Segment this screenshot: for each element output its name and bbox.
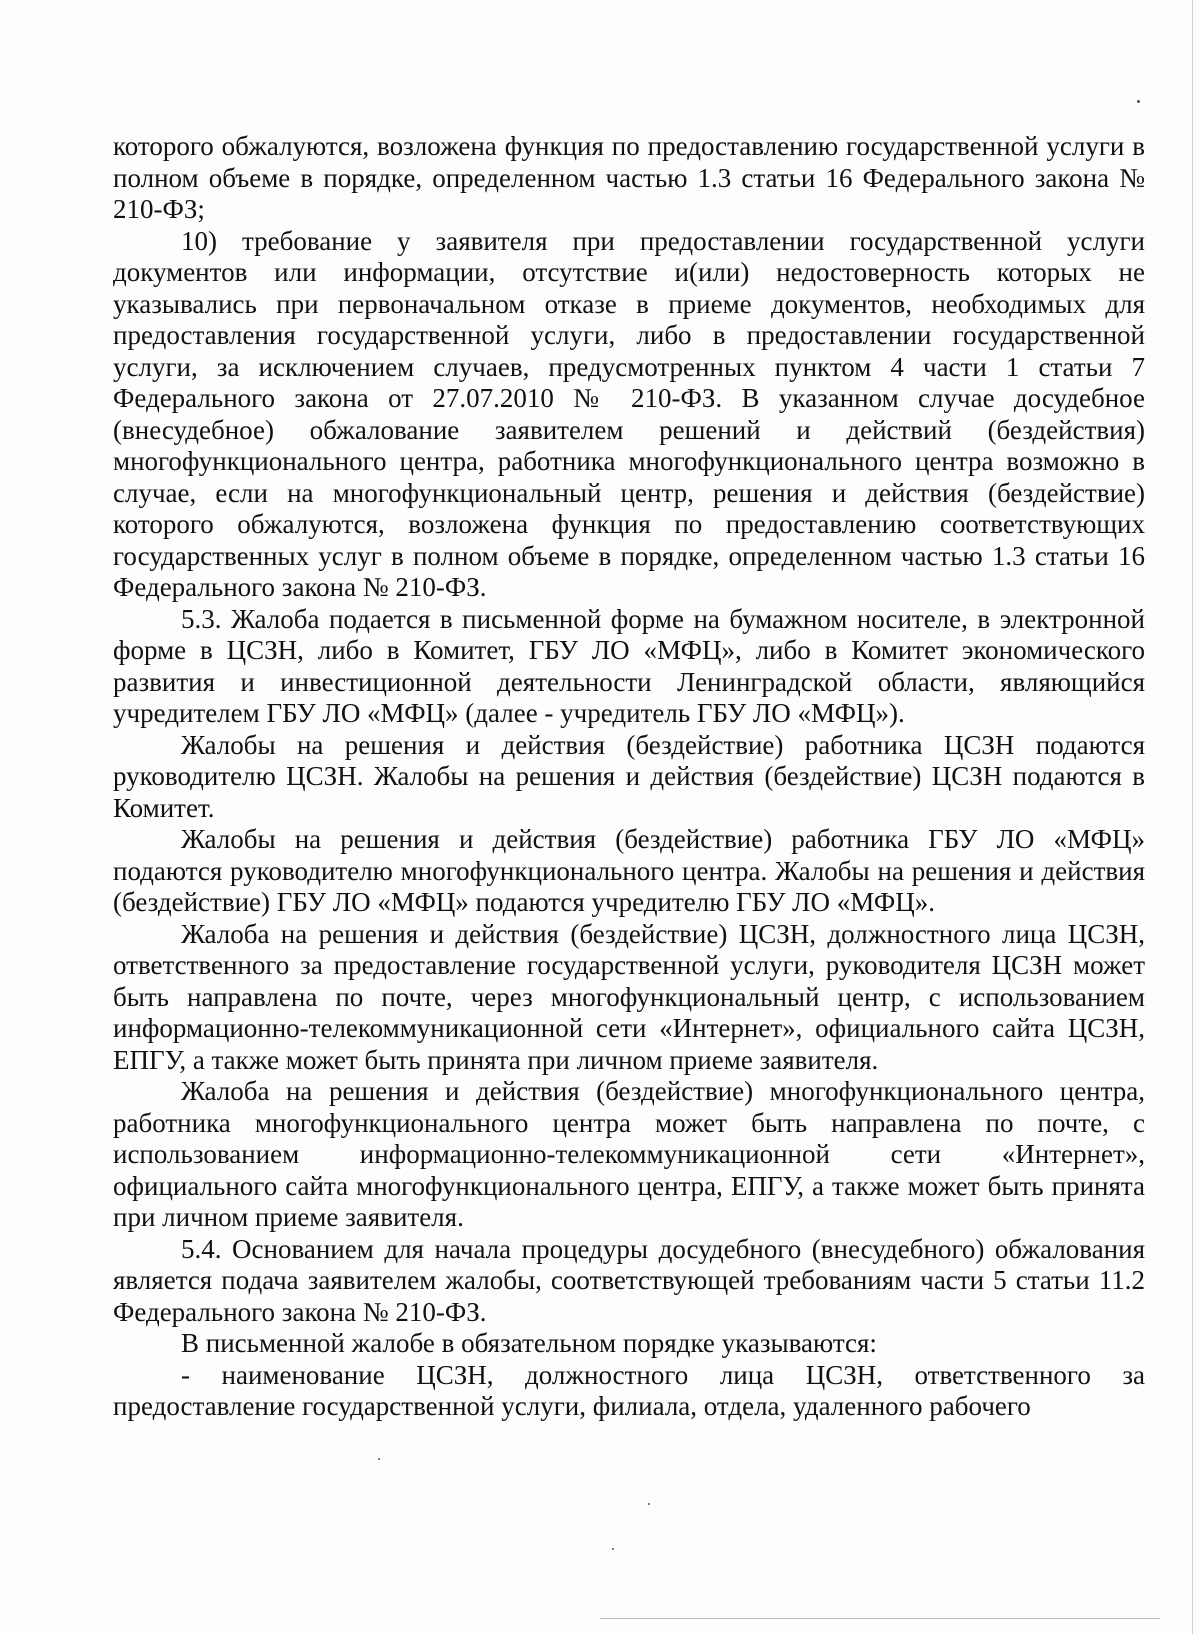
scan-speck xyxy=(1137,100,1140,103)
scan-speck xyxy=(378,1458,380,1460)
paragraph-complaint-channels-cszn: Жалоба на решения и действия (бездействие) ЦСЗН, должностного лица ЦСЗН, ответственного за предоставление государственной услуги, руководителя ЦСЗН может быть направлена по почте, через многофункциональный центр, с использованием информационно-телекоммуникационной сети «Интернет», официального сайта ЦСЗН, ЕПГУ, а также может быть принята при личном приеме заявителя. xyxy=(113,918,1145,1075)
paragraph-list-item: - наименование ЦСЗН, должностного лица ЦСЗН, ответственного за предоставление государственной услуги, филиала, отдела, удаленного рабочего xyxy=(113,1359,1145,1421)
paragraph-continuation: которого обжалуются, возложена функция по предоставлению государственной услуги в полном объеме в порядке, определенном частью 1.3 статьи 16 Федерального закона № 210-ФЗ; xyxy=(113,131,1145,224)
paragraph-section-5-3: 5.3. Жалоба подается в письменной форме на бумажном носителе, в электронной форме в ЦСЗН, либо в Комитет, ГБУ ЛО «МФЦ», либо в Комитет экономического развития и инвестиционной деятельности Ленинградской области, являющийся учредителем ГБУ ЛО «МФЦ» (далее - учредитель ГБУ ЛО «МФЦ»). xyxy=(113,603,1145,728)
paragraph-item-10: 10) требование у заявителя при предоставлении государственной услуги документов или информации, отсутствие и(или) недостоверность которых не указывались при первоначальном отказе в приеме документов, необходимых для предоставления государственной услуги, либо в предоставлении государственной услуги, за исключением случаев, предусмотренных пунктом 4 части 1 статьи 7 Федерального закона от 27.07.2010 № 210-ФЗ. В указанном случае досудебное (внесудебное) обжалование заявителем решений и действий (бездействия) многофункционального центра, работника многофункционального центра возможно в случае, если на многофункциональный центр, решения и действия (бездействие) которого обжалуются, возложена функция по предоставлению соответствующих государственных услуг в полном объеме в порядке, определенном частью 1.3 статьи 16 Федерального закона № 210-ФЗ. xyxy=(113,225,1145,602)
document-body xyxy=(113,131,1145,1423)
paragraph-required-items: В письменной жалобе в обязательном порядке указываются: xyxy=(181,1328,877,1358)
paragraph-complaint-channels-mfc: Жалоба на решения и действия (бездействие) многофункционального центра, работника многофункционального центра может быть направлена по почте, с использованием информационно-телекоммуникационной сети «Интернет», официального сайта многофункционального центра, ЕПГУ, а также может быть принята при личном приеме заявителя. xyxy=(113,1076,1145,1232)
scan-speck xyxy=(648,1503,650,1505)
page-edge-line xyxy=(1192,0,1193,1634)
paragraph-complaints-cszn: Жалобы на решения и действия (бездействие) работника ЦСЗН подаются руководителю ЦСЗН. Жалобы на решения и действия (бездействие) ЦСЗН подаются в Комитет. xyxy=(113,729,1145,823)
scan-speck xyxy=(612,1548,614,1550)
scan-bottom-line xyxy=(600,1618,1160,1619)
paragraph-section-5-4: 5.4. Основанием для начала процедуры досудебного (внесудебного) обжалования является подача заявителем жалобы, соответствующей требованиям части 5 статьи 11.2 Федерального закона № 210-ФЗ. xyxy=(113,1233,1145,1327)
paragraph-complaints-mfc: Жалобы на решения и действия (бездействие) работника ГБУ ЛО «МФЦ» подаются руководителю многофункционального центра. Жалобы на решения и действия (бездействие) ГБУ ЛО «МФЦ» подаются учредителю ГБУ ЛО «МФЦ». xyxy=(113,824,1145,917)
